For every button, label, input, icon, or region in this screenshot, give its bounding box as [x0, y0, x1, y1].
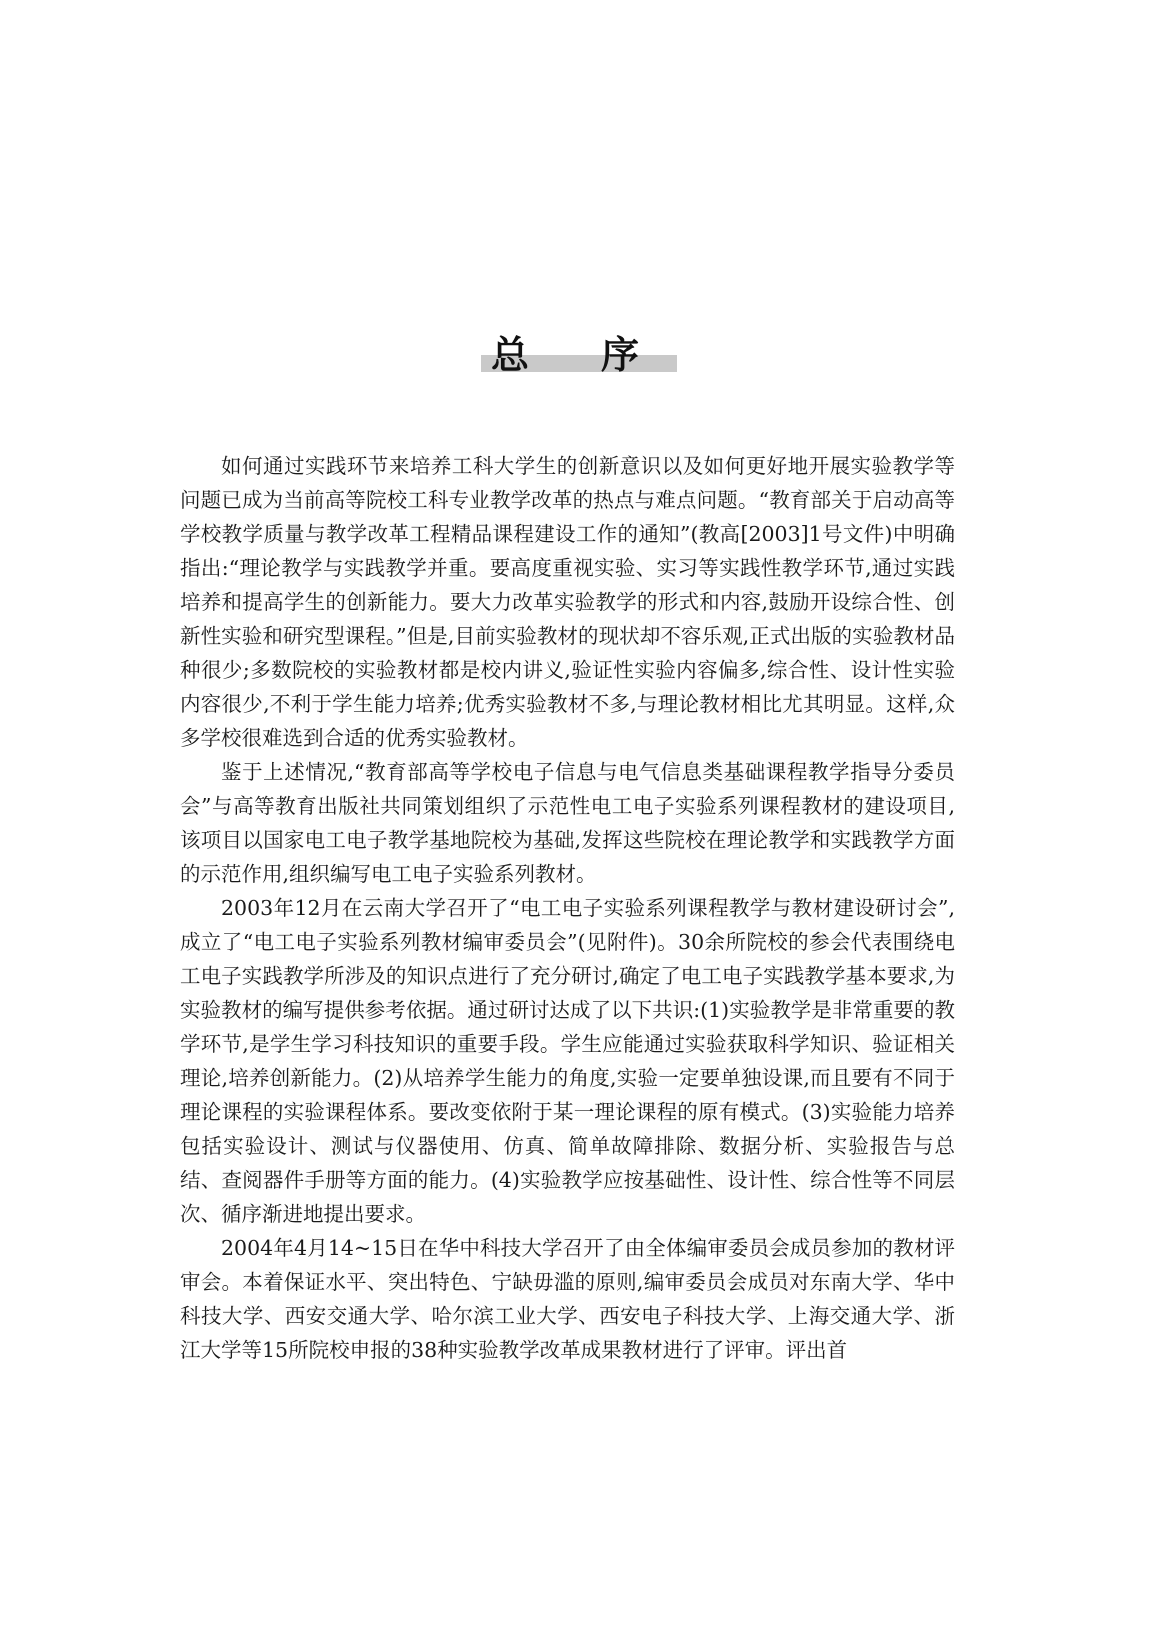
page-title: 总序 [491, 333, 712, 377]
paragraph-4: 2004年4月14~15日在华中科技大学召开了由全体编审委员会成员参加的教材评审会。本着保证水平、突出特色、宁缺毋滥的原则,编审委员会成员对东南大学、华中科技大学、西安交通大学、哈尔滨工业大学、西安电子科技大学、上海交通大学、浙江大学等15所院校申报的38种实验教学改革成果教材进行了评审。评出首 [180, 1236, 955, 1362]
paragraph-2: 鉴于上述情况,“教育部高等学校电子信息与电气信息类基础课程教学指导分委员会”与高等教育出版社共同策划组织了示范性电工电子实验系列课程教材的建设项目,该项目以国家电工电子教学基地院校为基础,发挥这些院校在理论教学和实践教学方面的示范作用,组织编写电工电子实验系列教材。 [180, 760, 955, 886]
body-text [180, 449, 955, 1367]
page-title-block [481, 333, 712, 379]
paragraph-3: 2003年12月在云南大学召开了“电工电子实验系列课程教学与教材建设研讨会”,成立了“电工电子实验系列教材编审委员会”(见附件)。30余所院校的参会代表围绕电工电子实践教学所涉及的知识点进行了充分研讨,确定了电工电子实践教学基本要求,为实验教材的编写提供参考依据。通过研讨达成了以下共识:(1)实验教学是非常重要的教学环节,是学生学习科技知识的重要手段。学生应能通过实验获取科学知识、验证相关理论,培养创新能力。(2)从培养学生能力的角度,实验一定要单独设课,而且要有不同于理论课程的实验课程体系。要改变依附于某一理论课程的原有模式。(3)实验能力培养包括实验设计、测试与仪器使用、仿真、简单故障排除、数据分析、实验报告与总结、查阅器件手册等方面的能力。(4)实验教学应按基础性、设计性、综合性等不同层次、循序渐进地提出要求。 [180, 896, 955, 1226]
paragraph-1: 如何通过实践环节来培养工科大学生的创新意识以及如何更好地开展实验教学等问题已成为当前高等院校工科专业教学改革的热点与难点问题。“教育部关于启动高等学校教学质量与教学改革工程精品课程建设工作的通知”(教高[2003]1号文件)中明确指出:“理论教学与实践教学并重。要高度重视实验、实习等实践性教学环节,通过实践培养和提高学生的创新能力。要大力改革实验教学的形式和内容,鼓励开设综合性、创新性实验和研究型课程。”但是,目前实验教材的现状却不容乐观,正式出版的实验教材品种很少;多数院校的实验教材都是校内讲义,验证性实验内容偏多,综合性、设计性实验内容很少,不利于学生能力培养;优秀实验教材不多,与理论教材相比尤其明显。这样,众多学校很难选到合适的优秀实验教材。 [180, 454, 955, 750]
